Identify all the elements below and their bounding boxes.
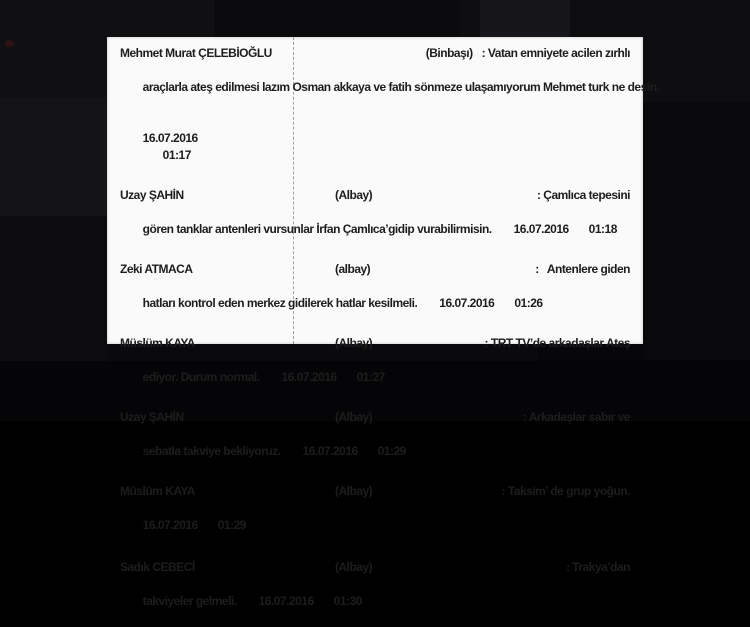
message-continuation-line [120, 278, 630, 329]
message-entry [120, 261, 630, 329]
message-entry [120, 559, 630, 627]
message-header-line [120, 261, 630, 278]
message-date: 16.07.2016 [142, 518, 198, 532]
message-intro: : Trakya’dan [565, 560, 630, 574]
message-date: 16.07.2016 [302, 444, 358, 458]
message-header-line [120, 409, 630, 426]
speaker-name: Mehmet Murat ÇELEBİOĞLU [120, 46, 272, 60]
message-time: 01:26 [514, 296, 543, 310]
message-intro: : Antenlere giden [535, 262, 630, 276]
message-continuation-line [120, 426, 630, 477]
message-time: 01:29 [377, 444, 406, 458]
message-header-line [120, 483, 630, 500]
background-patch [0, 98, 108, 216]
message-entry [120, 409, 630, 477]
scanned-document [107, 37, 660, 608]
speaker-rank: (Binbaşı) [425, 46, 473, 60]
message-entry [120, 187, 630, 255]
speaker-name: Uzay ŞAHİN [120, 410, 184, 424]
message-continuation: ediyor. Durum normal. [142, 370, 260, 384]
message-time: 01:30 [333, 594, 362, 608]
message-intro: : Arkadaşlar sabır ve [522, 410, 630, 424]
message-continuation-line [120, 576, 630, 627]
message-time: 01:17 [162, 148, 191, 162]
message-timestamp-line [120, 500, 630, 551]
message-entry [120, 45, 660, 181]
background-patch [0, 216, 107, 361]
message-continuation: gören tanklar antenleri vursunlar İrfan Çamlıca’gidip vurabilirmisin. [142, 222, 492, 236]
message-header-line [120, 187, 630, 204]
message-timestamp-line [120, 113, 630, 181]
message-continuation: sebatla takviye bekliyoruz. [142, 444, 281, 458]
message-continuation-line [120, 204, 630, 255]
message-time: 01:18 [588, 222, 617, 236]
message-date: 16.07.2016 [439, 296, 495, 310]
message-intro: : Vatan emniyete acilen zırhlı [481, 46, 630, 60]
speaker-name: Müslüm KAYA [120, 484, 195, 498]
message-header-line [120, 45, 630, 62]
message-continuation-line [120, 352, 630, 403]
speaker-rank: (Albay) [335, 188, 373, 202]
speaker-name: Müslüm KAYA [120, 336, 195, 350]
message-date: 16.07.2016 [513, 222, 569, 236]
speaker-rank: (Albay) [335, 410, 373, 424]
message-intro: : Taksim’ de grup yoğun. [501, 484, 630, 498]
message-time: 01:29 [217, 518, 246, 532]
message-header-line [120, 335, 630, 352]
message-continuation: takviyeler gelmeli. [142, 594, 237, 608]
speaker-name: Sadık CEBECİ [120, 560, 195, 574]
background-patch [643, 102, 750, 360]
message-intro: : TRT TV’de arkadaşlar Ateş [484, 336, 630, 350]
speaker-name: Zeki ATMACA [120, 262, 193, 276]
message-intro: : Çamlıca tepesini [536, 188, 630, 202]
speaker-name: Uzay ŞAHİN [120, 188, 184, 202]
message-entry [120, 335, 630, 403]
message-continuation: hatları kontrol eden merkez gidilerek hatlar kesilmeli. [142, 296, 418, 310]
speaker-rank: (Albay) [335, 484, 373, 498]
message-date: 16.07.2016 [142, 131, 198, 145]
message-entry [120, 483, 630, 551]
message-header-line [120, 559, 630, 576]
message-time: 01:27 [356, 370, 385, 384]
message-continuation: araçlarla ateş edilmesi lazım Osman akkaya ve fatih sönmeze ulaşamıyorum Mehmet turk ne desin. [142, 80, 660, 94]
message-date: 16.07.2016 [281, 370, 337, 384]
speaker-rank: (Albay) [335, 336, 373, 350]
speaker-rank: (Albay) [335, 560, 373, 574]
speaker-rank: (albay) [335, 262, 371, 276]
background-speck [5, 40, 14, 47]
message-date: 16.07.2016 [258, 594, 314, 608]
message-continuation-line [120, 62, 660, 113]
